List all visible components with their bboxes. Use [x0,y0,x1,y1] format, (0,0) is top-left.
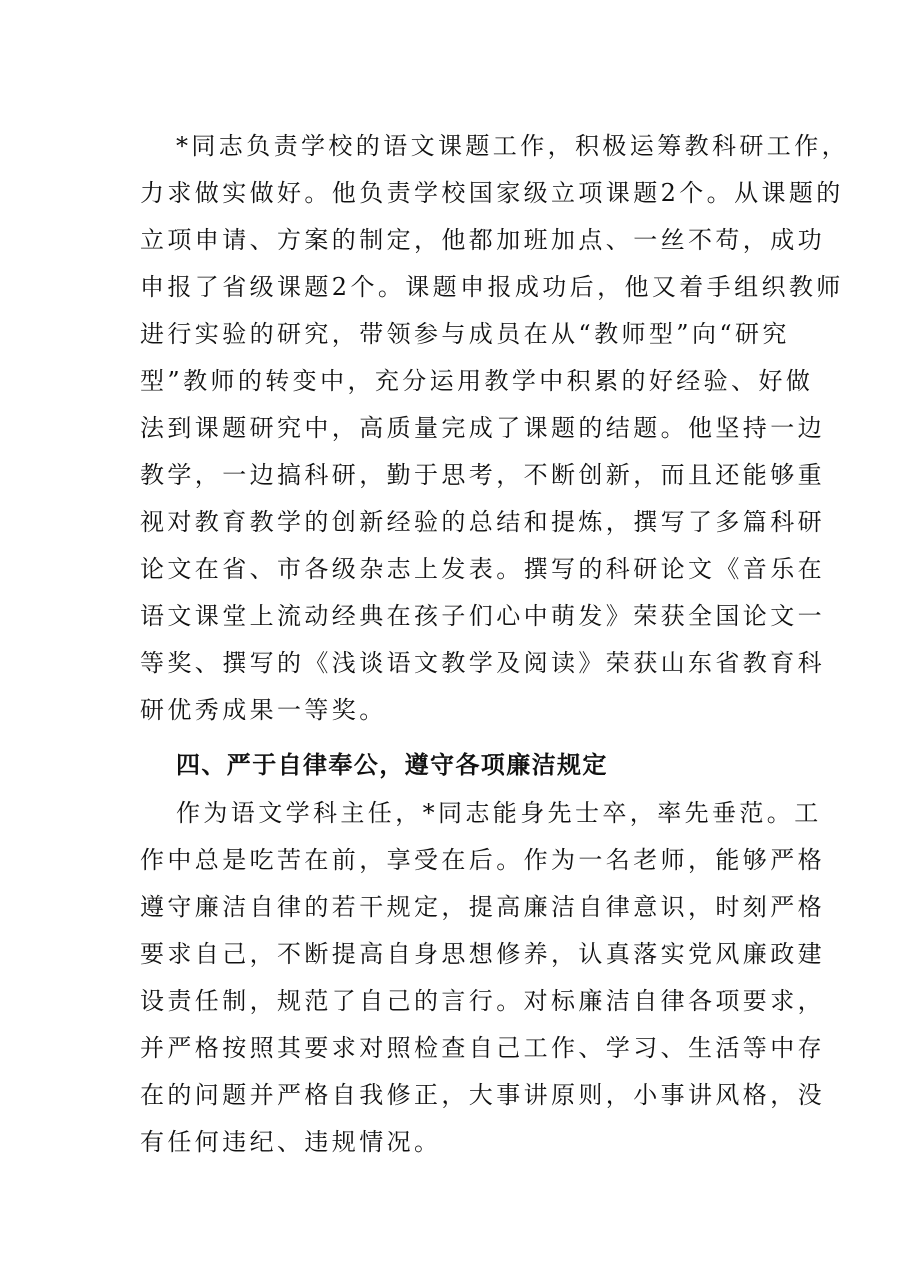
paragraph-1-line-11: 语文课堂上流动经典在孩子们心中萌发》荣获全国论文一 [140,602,825,630]
paragraph-2-line-8: 有任何违纪、违规情况。 [140,1128,442,1156]
paragraph-2-line-3: 遵守廉洁自律的若干规定，提高廉洁自律意识，时刻严格 [140,893,825,921]
paragraph-1-line-9: 视对教育教学的创新经验的总结和提炼，撰写了多篇科研 [140,508,825,536]
paragraph-2-line-1: 作为语文学科主任，*同志能身先士卒，率先垂范。工 [176,799,822,827]
paragraph-1-line-2: 力求做实做好。他负责学校国家级立项课题2个。从课题的 [140,179,844,207]
paragraph-1-line-8: 教学，一边搞科研，勤于思考，不断创新，而且还能够重 [140,461,825,489]
paragraph-2-line-7: 在的问题并严格自我修正，大事讲原则，小事讲风格，没 [140,1081,825,1109]
paragraph-1-line-5: 进行实验的研究，带领参与成员在从“教师型”向“研究 [140,320,790,348]
paragraph-2-line-2: 作中总是吃苦在前，享受在后。作为一名老师，能够严格 [140,846,825,874]
paragraph-1-line-10: 论文在省、市各级杂志上发表。撰写的科研论文《音乐在 [140,555,825,583]
paragraph-1-line-4: 申报了省级课题2个。课题申报成功后，他又着手组织教师 [140,273,844,301]
paragraph-2-line-5: 设责任制，规范了自己的言行。对标廉洁自律各项要求， [140,987,825,1015]
paragraph-1-line-12: 等奖、撰写的《浅谈语文教学及阅读》荣获山东省教育科 [140,649,825,677]
paragraph-1-line-3: 立项申请、方案的制定，他都加班加点、一丝不苟，成功 [140,226,825,254]
paragraph-2-line-4: 要求自己，不断提高自身思想修养，认真落实党风廉政建 [140,940,825,968]
paragraph-1-line-13: 研优秀成果一等奖。 [140,696,387,724]
paragraph-1-line-6: 型”教师的转变中，充分运用教学中积累的好经验、好做 [140,367,814,395]
paragraph-1-line-7: 法到课题研究中，高质量完成了课题的结题。他坚持一边 [140,414,825,442]
section-heading: 四、严于自律奉公，遵守各项廉洁规定 [176,751,608,779]
paragraph-2-line-6: 并严格按照其要求对照检查自己工作、学习、生活等中存 [140,1034,825,1062]
paragraph-1-line-1: *同志负责学校的语文课题工作，积极运筹教科研工作， [176,132,849,160]
